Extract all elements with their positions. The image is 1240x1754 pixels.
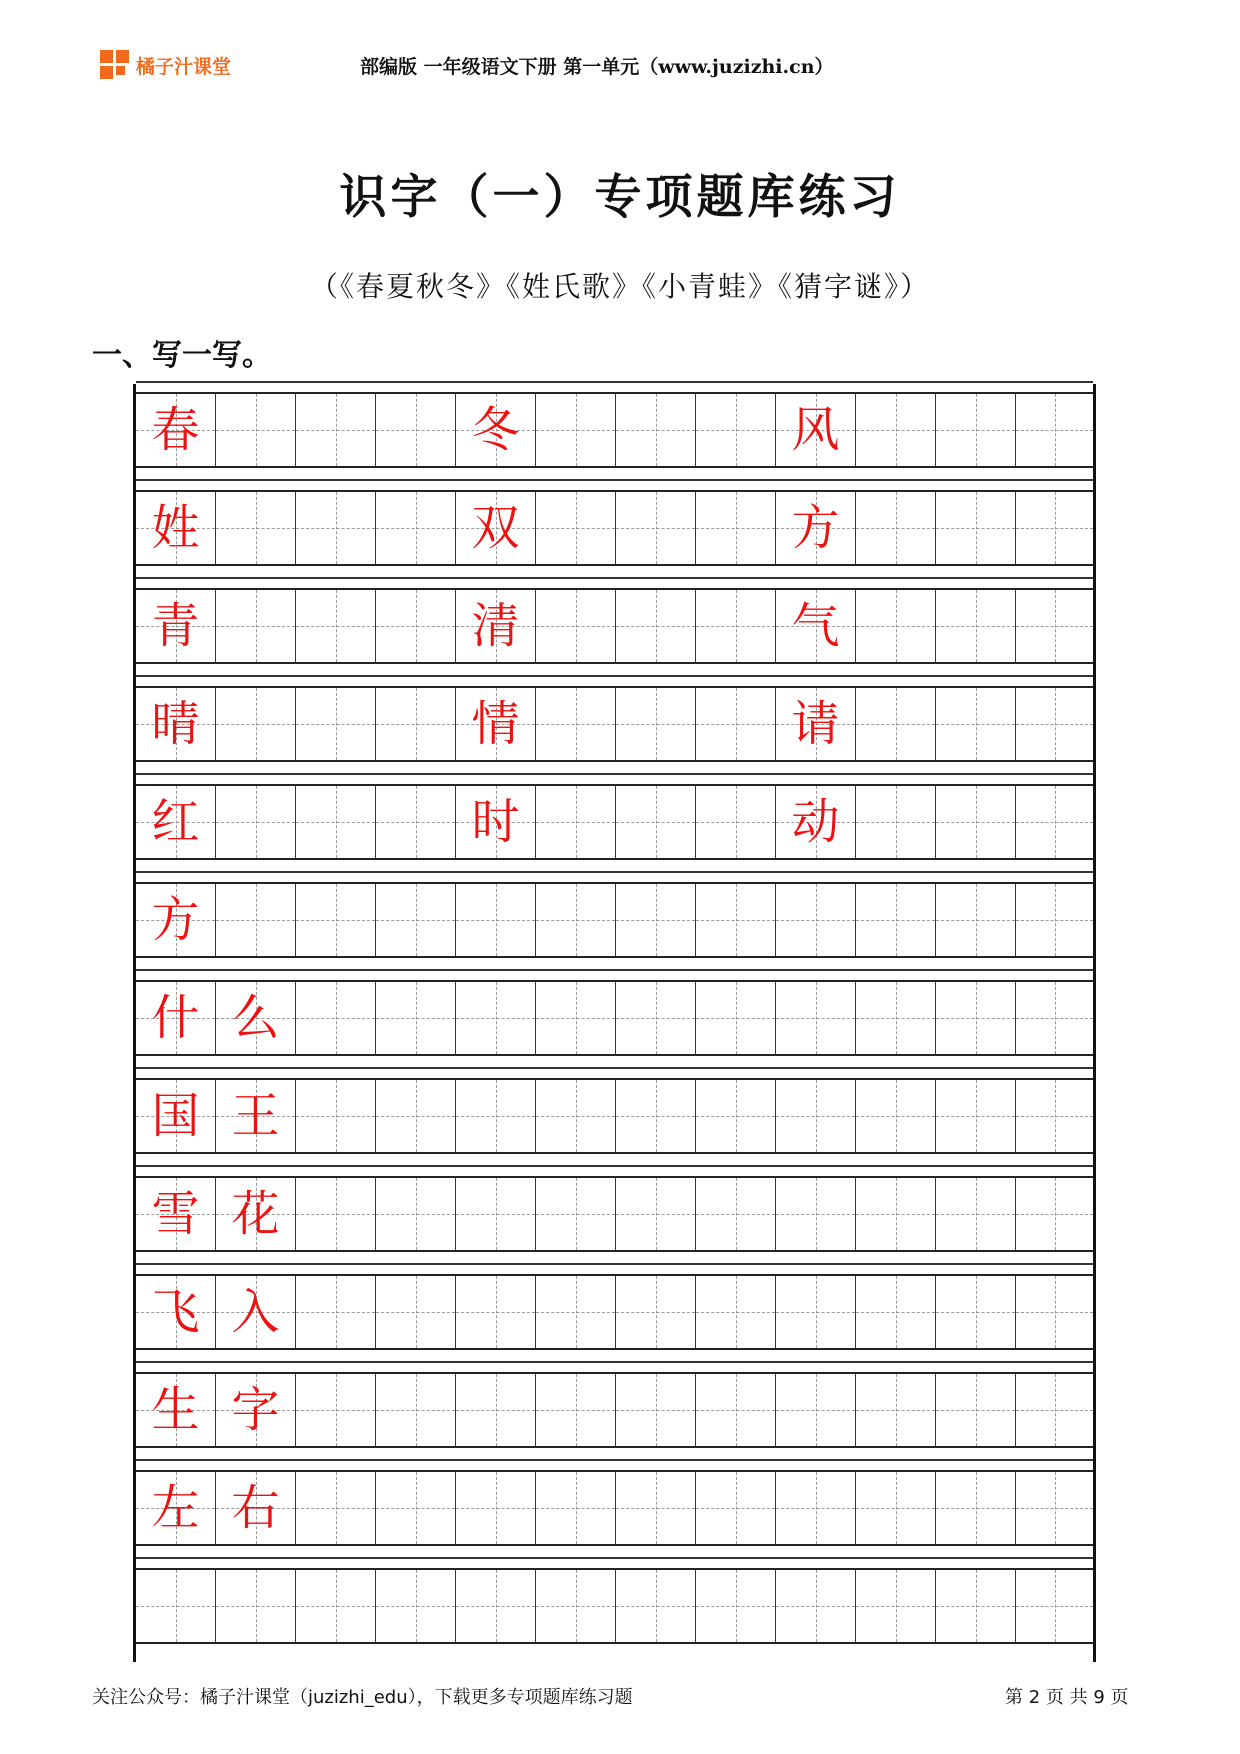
tianzige-cell [296,590,376,662]
brand-logo [100,50,231,80]
tianzige-cell [776,492,856,564]
model-character: 时 [471,794,520,850]
tianzige-cell [136,982,216,1054]
grid-spacer-line [136,1263,1093,1265]
grid-spacer-line [136,1459,1093,1461]
tianzige-cell [536,982,616,1054]
model-character: 么 [231,990,280,1046]
tianzige-cell [136,1472,216,1544]
tianzige-cell [296,786,376,858]
tianzige-cell [376,884,456,956]
tianzige-cell [776,982,856,1054]
tianzige-cell [856,1472,936,1544]
tianzige-cell [296,1472,376,1544]
tianzige-cell [936,1276,1016,1348]
tianzige-cell [296,1276,376,1348]
tianzige-cell [616,982,696,1054]
tianzige-cell [936,394,1016,466]
model-character: 飞 [151,1284,200,1340]
tianzige-cell [936,884,1016,956]
tianzige-cell [1016,492,1093,564]
tianzige-cell [216,982,296,1054]
model-character: 冬 [471,402,520,458]
grid-frame-right [1093,384,1096,1662]
tianzige-cell [136,590,216,662]
tianzige-cell [856,1570,936,1642]
tianzige-cell [936,590,1016,662]
tianzige-cell [216,492,296,564]
grid-row [136,1470,1093,1546]
tianzige-cell [536,786,616,858]
tianzige-cell [296,884,376,956]
tianzige-cell [216,394,296,466]
model-character: 动 [791,794,840,850]
grid-spacer-line [136,381,1093,383]
tianzige-cell [296,1570,376,1642]
tianzige-cell [456,492,536,564]
tianzige-cell [856,786,936,858]
grid-row [136,392,1093,468]
tianzige-cell [136,394,216,466]
grid-spacer-line [136,675,1093,677]
grid-spacer-line [136,969,1093,971]
tianzige-cell [1016,982,1093,1054]
tianzige-cell [936,492,1016,564]
model-character: 清 [471,598,520,654]
tianzige-cell [376,492,456,564]
grid-row [136,1274,1093,1350]
page-number: 第 2 页 共 9 页 [1005,1687,1129,1708]
grid-row [136,1372,1093,1448]
tianzige-cell [1016,1374,1093,1446]
tianzige-cell [376,590,456,662]
grid-row [136,882,1093,958]
tianzige-cell [536,1080,616,1152]
grid-row [136,1078,1093,1154]
page-subtitle: （《春夏秋冬》《姓氏歌》《小青蛙》《猜字谜》） [309,270,930,303]
tianzige-cell [536,688,616,760]
model-character: 双 [471,500,520,556]
grid-row [136,980,1093,1056]
tianzige-cell [696,1276,776,1348]
tianzige-cell [1016,1570,1093,1642]
page-header [0,0,1240,110]
tianzige-cell [696,688,776,760]
tianzige-cell [696,884,776,956]
tianzige-cell [856,1374,936,1446]
tianzige-cell [616,688,696,760]
tianzige-cell [616,1472,696,1544]
tianzige-cell [616,394,696,466]
model-character: 气 [791,598,840,654]
tianzige-cell [1016,1080,1093,1152]
brand-name: 橘子汁课堂 [136,55,232,78]
tianzige-cell [536,884,616,956]
tianzige-cell [1016,590,1093,662]
tianzige-cell [456,1570,536,1642]
tianzige-cell [376,1374,456,1446]
tianzige-cell [856,492,936,564]
tianzige-cell [456,1472,536,1544]
header-title: 部编版 一年级语文下册 第一单元（www.juzizhi.cn） [360,56,834,78]
tianzige-cell [776,590,856,662]
grid-row [136,686,1093,762]
model-character: 红 [151,794,200,850]
tianzige-cell [216,1374,296,1446]
tianzige-cell [936,1080,1016,1152]
tianzige-cell [856,1276,936,1348]
tianzige-cell [616,590,696,662]
tianzige-cell [456,1080,536,1152]
grid-row [136,784,1093,860]
grid-spacer-line [136,479,1093,481]
tianzige-cell [616,1570,696,1642]
tianzige-cell [616,1080,696,1152]
model-character: 青 [151,598,200,654]
tianzige-cell [936,1374,1016,1446]
tianzige-cell [296,1374,376,1446]
tianzige-cell [376,394,456,466]
model-character: 王 [231,1088,280,1144]
tianzige-cell [776,1276,856,1348]
tianzige-cell [296,982,376,1054]
tianzige-cell [616,1178,696,1250]
tianzige-cell [1016,688,1093,760]
tianzige-cell [536,590,616,662]
page-title: 识字（一）专项题库练习 [339,170,901,225]
tianzige-cell [936,688,1016,760]
tianzige-cell [1016,394,1093,466]
tianzige-cell [376,1472,456,1544]
tianzige-cell [696,982,776,1054]
footer-note: 关注公众号：橘子汁课堂（juzizhi_edu），下载更多专项题库练习题 [92,1687,633,1708]
tianzige-cell [856,688,936,760]
tianzige-cell [296,1178,376,1250]
tianzige-cell [136,1178,216,1250]
tianzige-cell [616,1374,696,1446]
tianzige-cell [376,1178,456,1250]
tianzige-cell [776,1570,856,1642]
tianzige-cell [216,688,296,760]
tianzige-cell [776,1178,856,1250]
model-character: 雪 [151,1186,200,1242]
grid-spacer-line [136,1067,1093,1069]
model-character: 姓 [151,500,200,556]
tianzige-cell [1016,884,1093,956]
tianzige-cell [936,1178,1016,1250]
model-character: 方 [791,500,840,556]
tianzige-cell [136,884,216,956]
tianzige-cell [456,884,536,956]
tianzige-cell [936,1472,1016,1544]
tianzige-cell [616,786,696,858]
tianzige-cell [776,1472,856,1544]
tianzige-cell [616,884,696,956]
tianzige-cell [376,1276,456,1348]
tianzige-cell [536,1178,616,1250]
logo-icon [100,50,130,80]
tianzige-cell [1016,1276,1093,1348]
tianzige-cell [856,590,936,662]
grid-row [136,588,1093,664]
model-character: 右 [231,1480,280,1536]
model-character: 生 [151,1382,200,1438]
tianzige-cell [296,492,376,564]
tianzige-cell [776,1080,856,1152]
tianzige-cell [376,982,456,1054]
tianzige-cell [696,1080,776,1152]
tianzige-cell [216,1276,296,1348]
tianzige-cell [136,492,216,564]
grid-spacer-line [136,577,1093,579]
tianzige-cell [456,688,536,760]
tianzige-cell [296,394,376,466]
model-character: 请 [791,696,840,752]
tianzige-cell [616,1276,696,1348]
tianzige-cell [1016,786,1093,858]
tianzige-cell [456,590,536,662]
tianzige-cell [456,982,536,1054]
grid-spacer-line [136,1361,1093,1363]
tianzige-cell [696,1178,776,1250]
model-character: 左 [151,1480,200,1536]
tianzige-cell [856,1178,936,1250]
tianzige-cell [216,884,296,956]
tianzige-cell [536,394,616,466]
tianzige-cell [696,786,776,858]
tianzige-cell [216,590,296,662]
tianzige-cell [536,1276,616,1348]
tianzige-cell [376,688,456,760]
tianzige-cell [696,590,776,662]
tianzige-cell [1016,1178,1093,1250]
tianzige-cell [856,394,936,466]
model-character: 情 [471,696,520,752]
tianzige-cell [456,1178,536,1250]
tianzige-cell [776,394,856,466]
model-character: 国 [151,1088,200,1144]
grid-row [136,1568,1093,1644]
tianzige-cell [696,394,776,466]
tianzige-cell [776,786,856,858]
tianzige-cell [536,492,616,564]
tianzige-cell [216,1080,296,1152]
tianzige-cell [856,1080,936,1152]
tianzige-cell [856,982,936,1054]
tianzige-cell [296,1080,376,1152]
model-character: 花 [231,1186,280,1242]
tianzige-cell [936,982,1016,1054]
model-character: 方 [151,892,200,948]
tianzige-cell [456,1276,536,1348]
tianzige-cell [696,1570,776,1642]
tianzige-cell [216,1472,296,1544]
tianzige-cell [136,688,216,760]
grid-spacer-line [136,1165,1093,1167]
tianzige-cell [456,1374,536,1446]
tianzige-cell [376,1080,456,1152]
tianzige-cell [456,394,536,466]
tianzige-cell [936,786,1016,858]
tianzige-cell [136,1080,216,1152]
tianzige-cell [776,1374,856,1446]
model-character: 春 [151,402,200,458]
model-character: 入 [231,1284,280,1340]
tianzige-cell [136,1374,216,1446]
tianzige-cell [696,492,776,564]
tianzige-cell [536,1570,616,1642]
grid-spacer-line [136,1557,1093,1559]
section-heading: 一、写一写。 [92,338,272,373]
tianzige-cell [216,1570,296,1642]
tianzige-cell [376,1570,456,1642]
writing-grid [133,384,1096,1662]
tianzige-cell [136,1570,216,1642]
tianzige-cell [696,1472,776,1544]
tianzige-cell [536,1374,616,1446]
model-character: 什 [151,990,200,1046]
tianzige-cell [1016,1472,1093,1544]
tianzige-cell [936,1570,1016,1642]
grid-row [136,490,1093,566]
grid-row [136,1176,1093,1252]
model-character: 晴 [151,696,200,752]
tianzige-cell [136,786,216,858]
tianzige-cell [696,1374,776,1446]
tianzige-cell [136,1276,216,1348]
grid-spacer-line [136,773,1093,775]
tianzige-cell [216,1178,296,1250]
tianzige-cell [376,786,456,858]
grid-spacer-line [136,871,1093,873]
tianzige-cell [856,884,936,956]
tianzige-cell [216,786,296,858]
model-character: 风 [791,402,840,458]
tianzige-cell [776,884,856,956]
tianzige-cell [616,492,696,564]
tianzige-cell [296,688,376,760]
model-character: 字 [231,1382,280,1438]
tianzige-cell [536,1472,616,1544]
tianzige-cell [776,688,856,760]
tianzige-cell [456,786,536,858]
